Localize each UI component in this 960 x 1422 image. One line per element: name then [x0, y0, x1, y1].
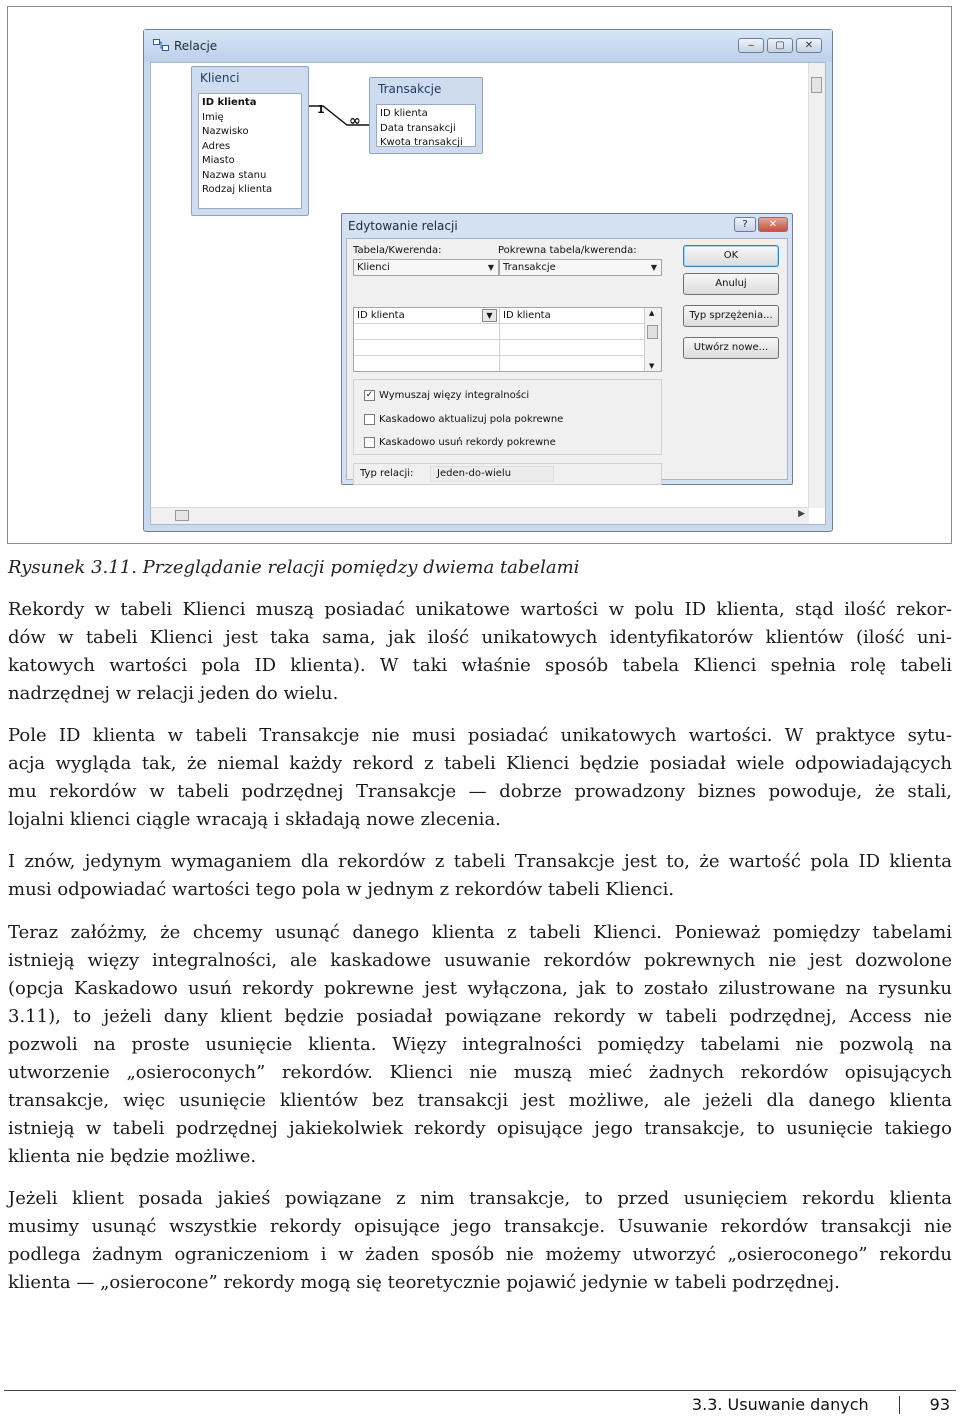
field-right-cell[interactable]: ID klienta [503, 310, 551, 321]
page-number: 93 [929, 1395, 950, 1414]
table-transakcje[interactable] [369, 77, 483, 154]
page-footer [692, 1395, 950, 1414]
field-item[interactable]: Nazwa stanu [202, 169, 267, 181]
paragraph [8, 722, 952, 834]
text-line: utworzenie „osieroconych” rekordów. Klienci nie muszą mieć żadnych rekordów opisujących [8, 1062, 952, 1083]
maximize-button[interactable]: ▢ [767, 38, 793, 53]
related-table-value: Transakcje [503, 262, 556, 273]
relation-type-box [353, 463, 662, 485]
table-transakcje-fields [376, 104, 476, 147]
field-left-cell[interactable]: ID klienta [357, 310, 405, 321]
text-line: nadrzędnej w relacji jeden do wielu. [8, 683, 339, 704]
field-mapping-grid [353, 307, 662, 372]
field-item[interactable]: Rodzaj klienta [202, 184, 273, 195]
enforce-integrity-checkbox[interactable] [364, 390, 529, 401]
table-query-value: Klienci [357, 262, 390, 273]
table-query-label: Tabela/Kwerenda: [353, 245, 442, 256]
relation-type-label: Typ relacji: [360, 468, 414, 479]
chevron-down-icon: ▼ [487, 263, 494, 272]
field-item[interactable]: Miasto [202, 155, 235, 166]
footer-rule [4, 1390, 956, 1391]
text-line: klienta — „osierocone” rekordy mogą się teoretycznie pojawić jedynie w tabeli podrzędnej. [8, 1272, 840, 1293]
field-item[interactable]: Kwota transakcji [380, 137, 463, 148]
table-klienci-title: Klienci [200, 71, 240, 85]
text-line: katowych wartości pola ID klienta). W taki właśnie sposób tabela Klienci spełnia rolę tabeli [8, 655, 952, 676]
text-line: acja wygląda tak, że niemal każdy rekord z tabeli Klienci będzie posiadał wiele odpowiadających [8, 753, 952, 774]
footer-separator [899, 1396, 900, 1414]
cancel-button[interactable]: Anuluj [683, 273, 779, 295]
text-line: istnieją więzy integralności, ale kaskadowe usuwanie rekordów pokrewnych nie jest dozwolone [8, 950, 952, 971]
text-line: istnieją w tabeli podrzędnej jakiekolwiek rekordy opisujące jego transakcje, to usunięcie takiego [8, 1118, 952, 1139]
related-table-label: Pokrewna tabela/kwerenda: [498, 245, 637, 256]
text-line: dów w tabeli Klienci jest taka sama, jak ilość unikatowych identyfikatorów klientów (ilość uni- [8, 627, 952, 648]
scroll-up-icon[interactable]: ▲ [649, 309, 655, 317]
paragraph [8, 1185, 952, 1297]
chevron-down-icon[interactable]: ▼ [482, 309, 497, 322]
field-item[interactable]: Nazwisko [202, 126, 249, 137]
paragraph [8, 919, 952, 1171]
field-item[interactable]: Adres [202, 140, 231, 152]
table-query-select[interactable] [353, 259, 499, 276]
scroll-right-icon[interactable]: ▶ [798, 509, 805, 519]
related-table-select[interactable] [499, 259, 662, 276]
text-line: Teraz załóżmy, że chcemy usunąć danego klienta z tabeli Klienci. Ponieważ pomiędzy tabelami [8, 922, 952, 943]
paragraph [8, 848, 952, 904]
checkbox-label: Kaskadowo usuń rekordy pokrewne [379, 437, 556, 448]
grid-row-divider [354, 355, 645, 356]
window-title: Relacje [174, 39, 218, 53]
field-item[interactable]: Data transakcji [380, 122, 456, 134]
relation-type-value: Jeden-do-wielu [430, 466, 554, 482]
scroll-thumb[interactable] [175, 510, 189, 521]
scroll-down-icon[interactable]: ▼ [649, 362, 655, 370]
relationships-canvas [150, 62, 826, 525]
field-item[interactable]: ID klienta [380, 108, 428, 119]
dialog-body [346, 238, 788, 480]
text-line: podlega żadnym ograniczeniom i w żaden sposób nie możemy utworzyć „osieroconego” rekordu [8, 1244, 952, 1265]
dialog-close-button[interactable]: ✕ [758, 217, 788, 232]
text-line: klienta nie będzie możliwe. [8, 1146, 257, 1167]
text-line: Pole ID klienta w tabeli Transakcje nie musi posiadać unikatowych wartości. W praktyce sytu- [8, 725, 952, 746]
field-item[interactable]: ID klienta [202, 97, 257, 108]
text-line: Rekordy w tabeli Klienci muszą posiadać unikatowe wartości w polu ID klienta, stąd ilość rekor- [8, 599, 952, 620]
scroll-thumb[interactable] [811, 77, 822, 93]
relation-one-label: 1 [317, 103, 325, 116]
text-line: Jeżeli klient posada jakieś powiązane z nim transakcje, to przed usunięciem rekordu klienta [8, 1188, 952, 1209]
text-line: lojalni klienci ciągle wracają i składają nowe zlecenia. [8, 809, 501, 830]
checkbox-checked-icon[interactable]: ✓ [365, 390, 374, 400]
window-title-bar [144, 30, 832, 62]
text-line: 3.11), to jeżeli dany klient będzie posiadał powiązane rekordy w tabeli podrzędnej, Access nie [8, 1006, 952, 1027]
integrity-options-group [353, 379, 662, 455]
cascade-update-checkbox[interactable] [364, 414, 563, 425]
text-line: musi odpowiadać wartości tego pola w jednym z rekordów tabeli Klienci. [8, 879, 675, 900]
field-item[interactable]: Imię [202, 111, 224, 123]
chevron-down-icon: ▼ [650, 263, 657, 272]
figure-caption: Rysunek 3.11. Przeglądanie relacji pomiędzy dwiema tabelami [8, 557, 580, 578]
help-button[interactable]: ? [734, 217, 756, 232]
text-line: transakcje, więc usunięcie klientów bez transakcji jest możliwe, ale jeżeli dla danego klienta [8, 1090, 952, 1111]
text-line: pozwoli na proste usunięcie klienta. Więzy integralności pomiędzy tabelami nie pozwolą na [8, 1034, 952, 1055]
checkbox-label: Wymuszaj więzy integralności [379, 390, 530, 401]
footer-section-title: 3.3. Usuwanie danych [691, 1395, 869, 1414]
table-transakcje-title: Transakcje [378, 82, 442, 96]
grid-scrollbar[interactable] [644, 308, 661, 371]
relationships-window [143, 29, 833, 532]
relation-many-label: ∞ [349, 113, 361, 129]
paragraph [8, 596, 952, 708]
dialog-title: Edytowanie relacji [348, 219, 458, 233]
minimize-button[interactable]: ‒ [738, 38, 764, 53]
checkbox-icon[interactable] [364, 414, 375, 425]
scroll-thumb[interactable] [647, 325, 658, 339]
grid-row-divider [354, 323, 645, 324]
text-line: mu rekordów w tabeli podrzędnej Transakcje — dobrze prowadzony biznes powoduje, że stali, [8, 781, 952, 802]
join-type-button[interactable]: Typ sprzężenia... [683, 305, 779, 327]
cascade-delete-checkbox[interactable] [364, 437, 556, 448]
edit-relationships-dialog [341, 213, 793, 485]
close-button[interactable]: ✕ [796, 38, 822, 53]
text-line: I znów, jedynym wymaganiem dla rekordów z tabeli Transakcje jest to, że wartość pola ID klienta [8, 851, 952, 872]
figure-frame [7, 6, 952, 544]
relation-line[interactable] [151, 63, 391, 143]
canvas-horizontal-scrollbar[interactable] [151, 507, 809, 524]
checkbox-icon[interactable] [364, 437, 375, 448]
checkbox-label: Kaskadowo aktualizuj pola pokrewne [379, 414, 564, 425]
grid-row-divider [354, 339, 645, 340]
relationships-icon [153, 39, 169, 52]
ok-button[interactable]: OK [683, 245, 779, 267]
text-line: (opcja Kaskadowo usuń rekordy pokrewne jest wyłączona, jak to zostało zilustrowane na rysunku [8, 978, 952, 999]
canvas-vertical-scrollbar[interactable] [808, 63, 825, 508]
create-new-button[interactable]: Utwórz nowe... [683, 337, 779, 359]
text-line: musimy usunąć wszystkie rekordy opisujące jego transakcje. Usuwanie rekordów transakcji nie [8, 1216, 952, 1237]
